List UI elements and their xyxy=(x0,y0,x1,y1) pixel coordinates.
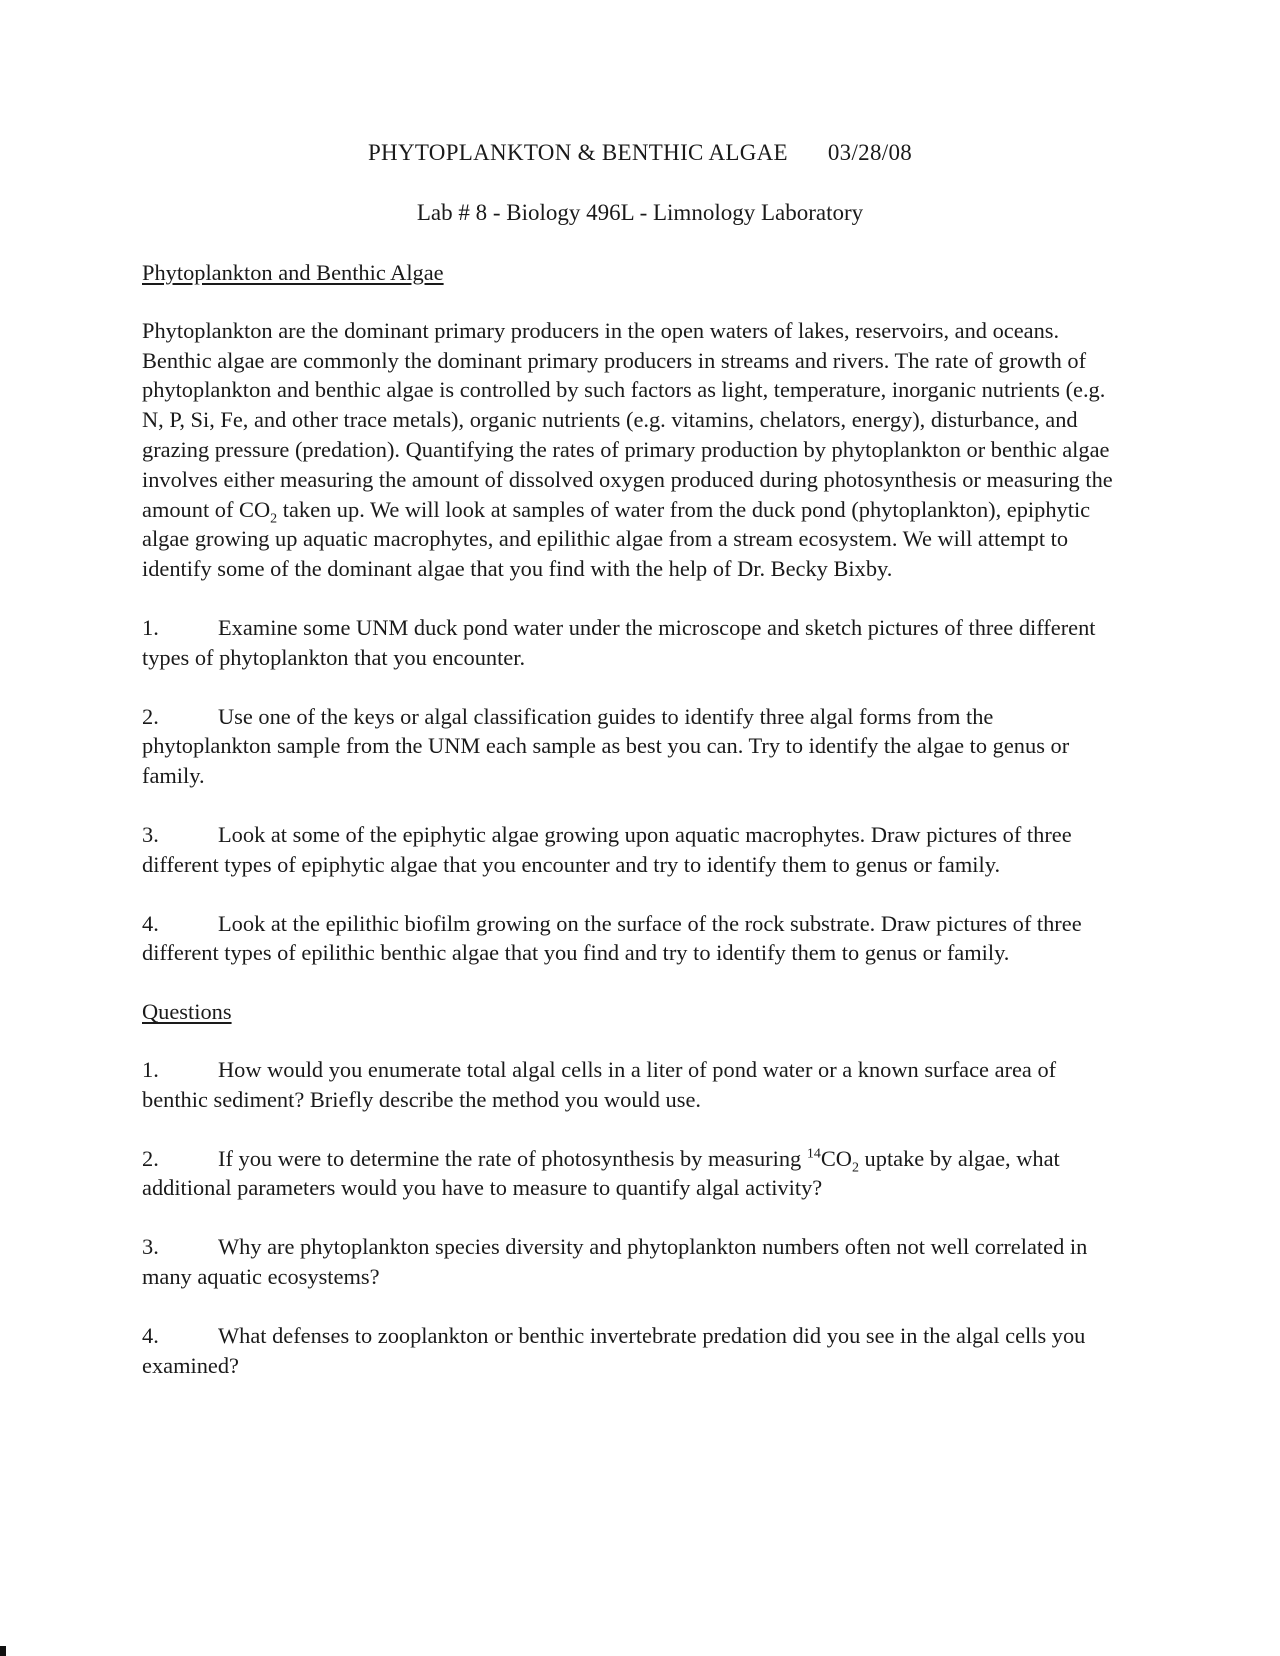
intro-text-part2: taken up. We will look at samples of water from the duck pond (phytoplankton), epiphytic algae growing up aquatic macrophytes, and epilithic algae from a stream ecosystem. We will attempt to identify some of the dominant algae that you find with the help of Dr. Becky Bixby. xyxy=(142,496,1091,582)
lab-item-text: Look at some of the epiphytic algae growing upon aquatic macrophytes. Draw pictures of three different types of epiphytic algae that you encounter and try to identify them to genus or family. xyxy=(142,821,1072,877)
lab-item xyxy=(142,702,1127,791)
question-text-part1: If you were to determine the rate of photosynthesis by measuring xyxy=(218,1145,807,1171)
lab-item-text: Examine some UNM duck pond water under the microscope and sketch pictures of three different types of phytoplankton that you encounter. xyxy=(142,614,1096,670)
scan-artifact-mark xyxy=(0,1646,6,1656)
question-number: 3. xyxy=(142,1234,159,1260)
lab-item xyxy=(142,820,1127,880)
intro-subscript: 2 xyxy=(270,511,278,527)
document-title-line xyxy=(0,140,1280,166)
lab-item-text: Look at the epilithic biofilm growing on the surface of the rock substrate. Draw pictures of three different types of epilithic benthic algae that you find and try to identify them to genus or family. xyxy=(142,910,1082,966)
question-number: 1. xyxy=(142,1056,159,1082)
question-item xyxy=(142,1321,1127,1381)
question-formula: CO xyxy=(820,1145,852,1171)
question-text: How would you enumerate total algal cells in a liter of pond water or a known surface area of benthic sediment? Briefly describe the method you would use. xyxy=(142,1056,1057,1112)
document-subtitle: Lab # 8 - Biology 496L - Limnology Laboratory xyxy=(416,200,864,225)
lab-item-text: Use one of the keys or algal classification guides to identify three algal forms from the phytoplankton sample from the UNM each sample as best you can. Try to identify the algae to genus or family. xyxy=(142,703,1070,789)
question-item xyxy=(142,1055,1127,1115)
intro-text-part1: Phytoplankton are the dominant primary producers in the open waters of lakes, reservoirs, and oceans. Benthic algae are commonly the dominant primary producers in streams and rivers. The rate of growth of phytoplankton and benthic algae is controlled by such factors as light, temperature, inorganic nutrients (e.g. N, P, Si, Fe, and other trace metals), organic nutrients (e.g. vitamins, chelators, energy), disturbance, and grazing pressure (predation). Quantifying the rates of primary production by phytoplankton or benthic algae involves either measuring the amount of dissolved oxygen produced during photosynthesis or measuring the amount of CO xyxy=(142,317,1113,522)
question-subscript: 2 xyxy=(851,1160,859,1175)
question-text: Why are phytoplankton species diversity and phytoplankton numbers often not well correlated in many aquatic ecosystems? xyxy=(142,1234,1088,1289)
section-heading-questions: Questions xyxy=(142,999,232,1025)
document-title: PHYTOPLANKTON & BENTHIC ALGAE xyxy=(367,140,788,165)
question-superscript: 14 xyxy=(806,1146,821,1162)
question-number: 4. xyxy=(142,1322,159,1348)
question-text-part2: uptake by algae, what additional parameters would you have to measure to quantify algal activity? xyxy=(142,1145,1060,1201)
lab-item-number: 1. xyxy=(142,614,159,640)
lab-item-number: 4. xyxy=(142,910,159,936)
intro-paragraph xyxy=(142,316,1127,584)
question-item xyxy=(142,1144,1127,1204)
section-heading-phytoplankton: Phytoplankton and Benthic Algae xyxy=(142,260,444,285)
question-number: 2. xyxy=(142,1145,159,1171)
lab-item xyxy=(142,909,1127,969)
lab-item-number: 2. xyxy=(142,703,159,729)
document-body xyxy=(142,258,1127,1409)
question-item xyxy=(142,1232,1127,1292)
question-text: What defenses to zooplankton or benthic invertebrate predation did you see in the algal cells you examined? xyxy=(142,1322,1086,1378)
document-date: 03/28/08 xyxy=(827,140,913,165)
lab-item xyxy=(142,613,1127,673)
lab-item-number: 3. xyxy=(142,821,159,847)
